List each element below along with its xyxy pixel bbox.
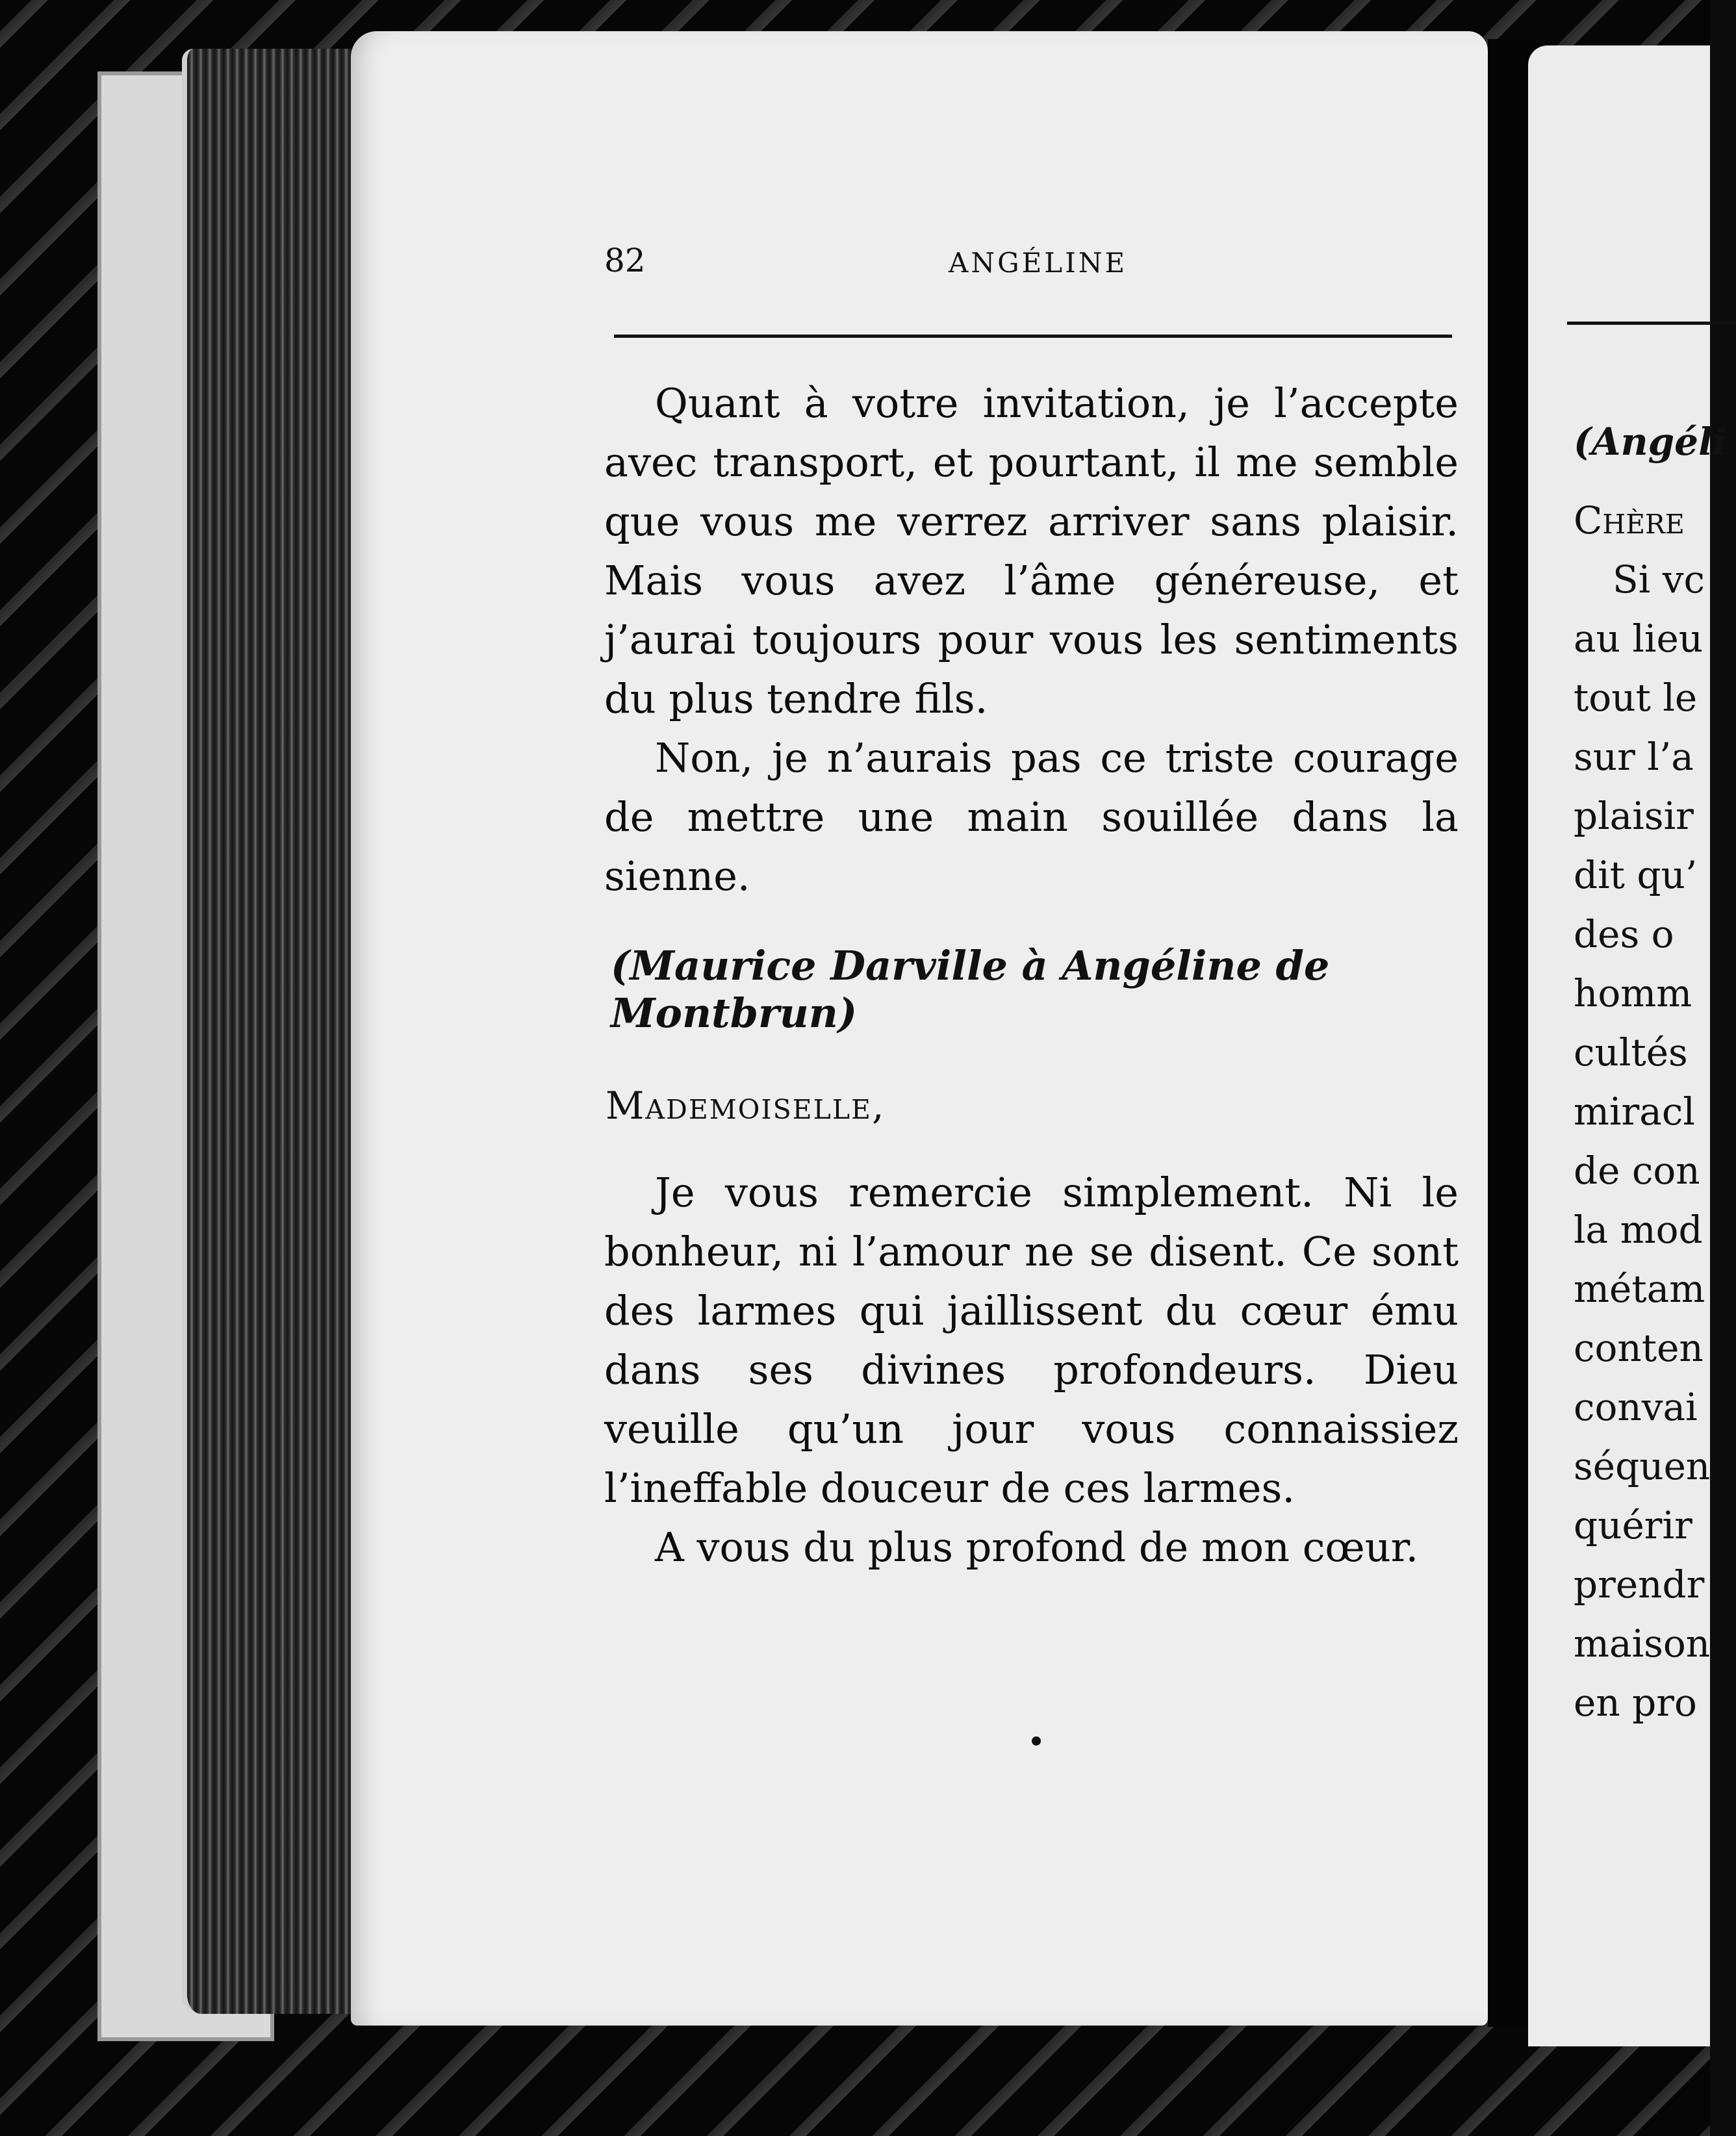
ink-dot <box>1032 1736 1041 1746</box>
paragraph: Non, je n’aurais pas ce triste courage de mettre une main souillée dans la sienne. <box>604 734 1459 900</box>
right-line: sur l’a <box>1574 735 1694 779</box>
right-line: cultés <box>1574 1030 1688 1074</box>
paragraph: A vous du plus profond de mon cœur. <box>655 1523 1419 1571</box>
running-head: ANGÉLINE <box>949 247 1128 279</box>
right-line: (Angéli <box>1574 420 1728 464</box>
right-header-rule <box>1567 322 1736 325</box>
right-line: convai <box>1574 1385 1698 1429</box>
right-line: maison <box>1574 1621 1711 1666</box>
right-line: tout le <box>1574 676 1698 720</box>
right-line: en pro <box>1574 1681 1697 1725</box>
right-line: miracl <box>1574 1089 1695 1134</box>
right-line: la mod <box>1574 1208 1703 1252</box>
right-line: Chère <box>1574 498 1685 542</box>
salutation: Mademoiselle, <box>606 1084 886 1128</box>
letter-heading: (Maurice Darville à Angéline de Montbrun) <box>611 942 1330 1037</box>
right-line: métam <box>1574 1267 1705 1311</box>
paragraph: Quant à votre invitation, je l’accepte avec transport, et pourtant, il me semble que vous me verrez arriver sans plaisir. Mais vous avez l’âme généreuse, et j’aurai toujours pour vous les sentiments du plus tendre fils. <box>604 379 1459 722</box>
page-header <box>604 242 1455 287</box>
right-page <box>1528 45 1728 2046</box>
right-line: séquen <box>1574 1444 1711 1488</box>
right-page-text <box>1574 413 1727 1733</box>
header-rule <box>614 335 1452 338</box>
right-line: dit qu’ <box>1574 853 1698 897</box>
right-line: conten <box>1574 1326 1704 1370</box>
paragraph: Je vous remercie simplement. Ni le bonheur, ni l’amour ne se disent. Ce sont des larmes qui jaillissent du cœur ému dans ses divines profondeurs. Dieu veuille qu’un jour vous connaissiez l’ineffable douceur de ces larmes. <box>604 1169 1459 1512</box>
right-line: des o <box>1574 912 1674 956</box>
page-number: 82 <box>604 242 646 279</box>
text-block-2 <box>604 1163 1459 1577</box>
right-line: homm <box>1574 971 1692 1015</box>
right-line: prendr <box>1574 1562 1705 1607</box>
text-block-1 <box>604 374 1459 906</box>
right-line: Si vc <box>1613 557 1705 602</box>
right-line: quérir <box>1574 1503 1692 1547</box>
right-line: de con <box>1574 1149 1700 1193</box>
right-line: plaisir <box>1574 794 1694 838</box>
right-line: au lieu <box>1574 617 1704 661</box>
